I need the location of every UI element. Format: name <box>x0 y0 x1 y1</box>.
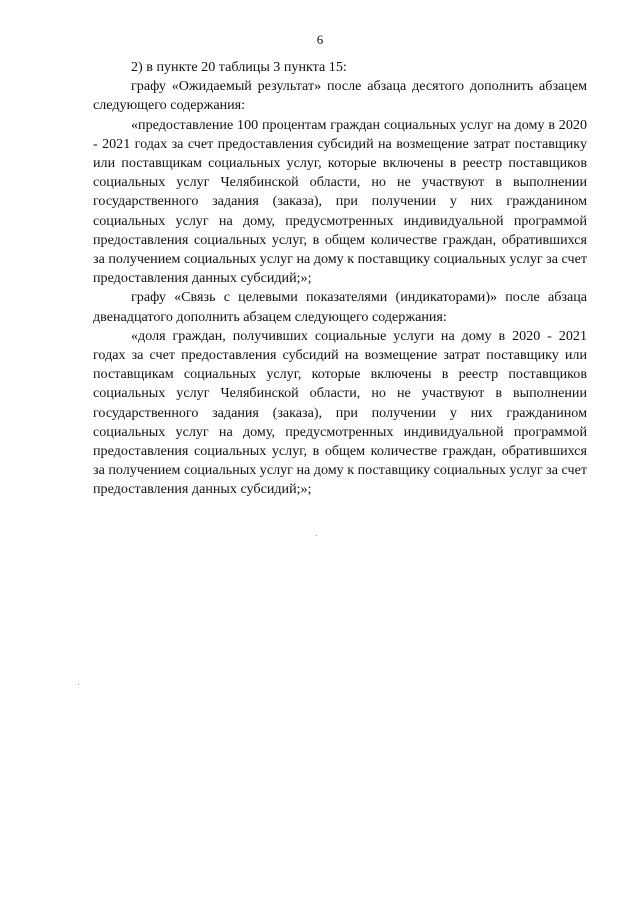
paragraph-expected-result-instruction: графу «Ожидаемый результат» после абзаца десятого дополнить абзацем следующего содержания: <box>93 78 587 114</box>
page-number: 6 <box>316 32 324 47</box>
paragraph-indicators-text: «доля граждан, получивших социальные услуги на дому в 2020 - 2021 годах за счет предоставления субсидий на возмещение затрат поставщику или поставщикам социальных услуг, которые включены в реестр поставщиков социальных услуг Челябинской области, но не участвуют в выполнении государственного задания (заказа), при получении у них гражданином социальных услуг на дому, предусмотренных индивидуальной программой предоставления социальных услуг, в общем количестве граждан, обратившихся за получением социальных услуг на дому к поставщику социальных услуг за счет предоставления данных субсидий;»; <box>93 327 587 498</box>
scan-speck <box>316 535 317 536</box>
paragraph-expected-result-text: «предоставление 100 процентам граждан социальных услуг на дому в 2020 - 2021 годах за счет предоставления субсидий на возмещение затрат поставщику или поставщикам социальных услуг, которые включены в реестр поставщиков социальных услуг Челябинской области, но не участвуют в выполнении государственного задания (заказа), при получении у них гражданином социальных услуг на дому, предусмотренных индивидуальной программой предоставления социальных услуг, в общем количестве граждан, обратившихся за получением социальных услуг на дому к поставщику социальных услуг за счет предоставления данных субсидий;»; <box>93 116 587 287</box>
scan-speck <box>78 684 79 685</box>
paragraph-indicators-instruction: графу «Связь с целевыми показателями (индикаторами)» после абзаца двенадцатого дополнить абзацем следующего содержания: <box>93 289 587 325</box>
paragraph-item-intro: 2) в пункте 20 таблицы 3 пункта 15: <box>131 59 347 75</box>
document-body <box>93 58 587 500</box>
